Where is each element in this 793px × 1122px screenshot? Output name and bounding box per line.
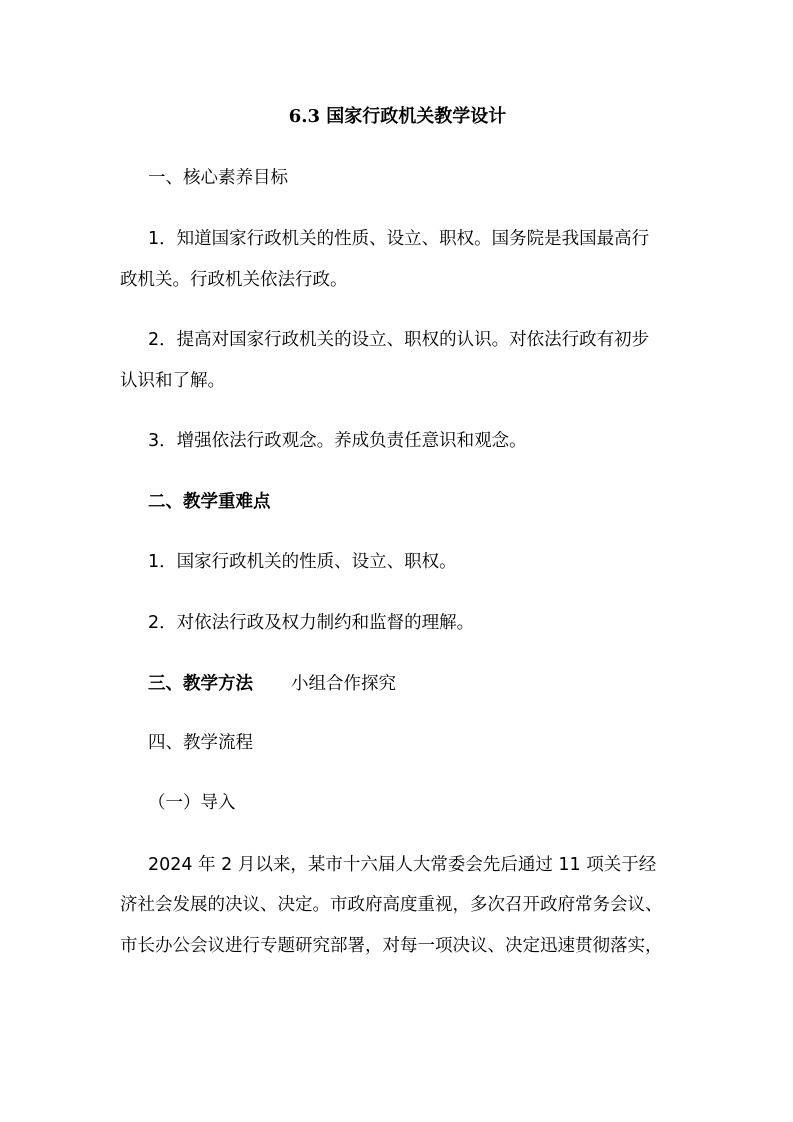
section-heading-process: 四、教学流程 bbox=[148, 733, 253, 753]
subheading-introduction: （一）导入 bbox=[148, 793, 236, 813]
key-point-1: 1．国家行政机关的性质、设立、职权。 bbox=[148, 552, 457, 572]
objective-1-line-1: 1．知道国家行政机关的性质、设立、职权。国务院是我国最高行 bbox=[148, 229, 650, 249]
key-point-2: 2．对依法行政及权力制约和监督的理解。 bbox=[148, 613, 475, 633]
teaching-method: 小组合作探究 bbox=[291, 674, 396, 694]
intro-paragraph-line-1: 2024 年 2 月以来，某市十六届人大常委会先后通过 11 项关于经 bbox=[148, 855, 657, 875]
objective-2-line-2: 认识和了解。 bbox=[120, 371, 225, 391]
section-methods bbox=[148, 672, 708, 696]
intro-paragraph-line-3: 市长办公会议进行专题研究部署，对每一项决议、决定迅速贯彻落实， bbox=[120, 936, 663, 956]
section-heading-key-points: 二、教学重难点 bbox=[148, 492, 271, 512]
page-title: 6.3 国家行政机关教学设计 bbox=[288, 106, 507, 127]
section-heading-objectives: 一、核心素养目标 bbox=[148, 168, 288, 188]
intro-paragraph-line-2: 济社会发展的决议、决定。市政府高度重视，多次召开政府常务会议、 bbox=[120, 895, 663, 915]
objective-1-line-2: 政机关。行政机关依法行政。 bbox=[120, 270, 348, 290]
objective-3: 3．增强依法行政观念。养成负责任意识和观念。 bbox=[148, 431, 527, 451]
objective-2-line-1: 2．提高对国家行政机关的设立、职权的认识。对依法行政有初步 bbox=[148, 330, 650, 350]
section-heading-methods: 三、教学方法 bbox=[148, 674, 253, 694]
